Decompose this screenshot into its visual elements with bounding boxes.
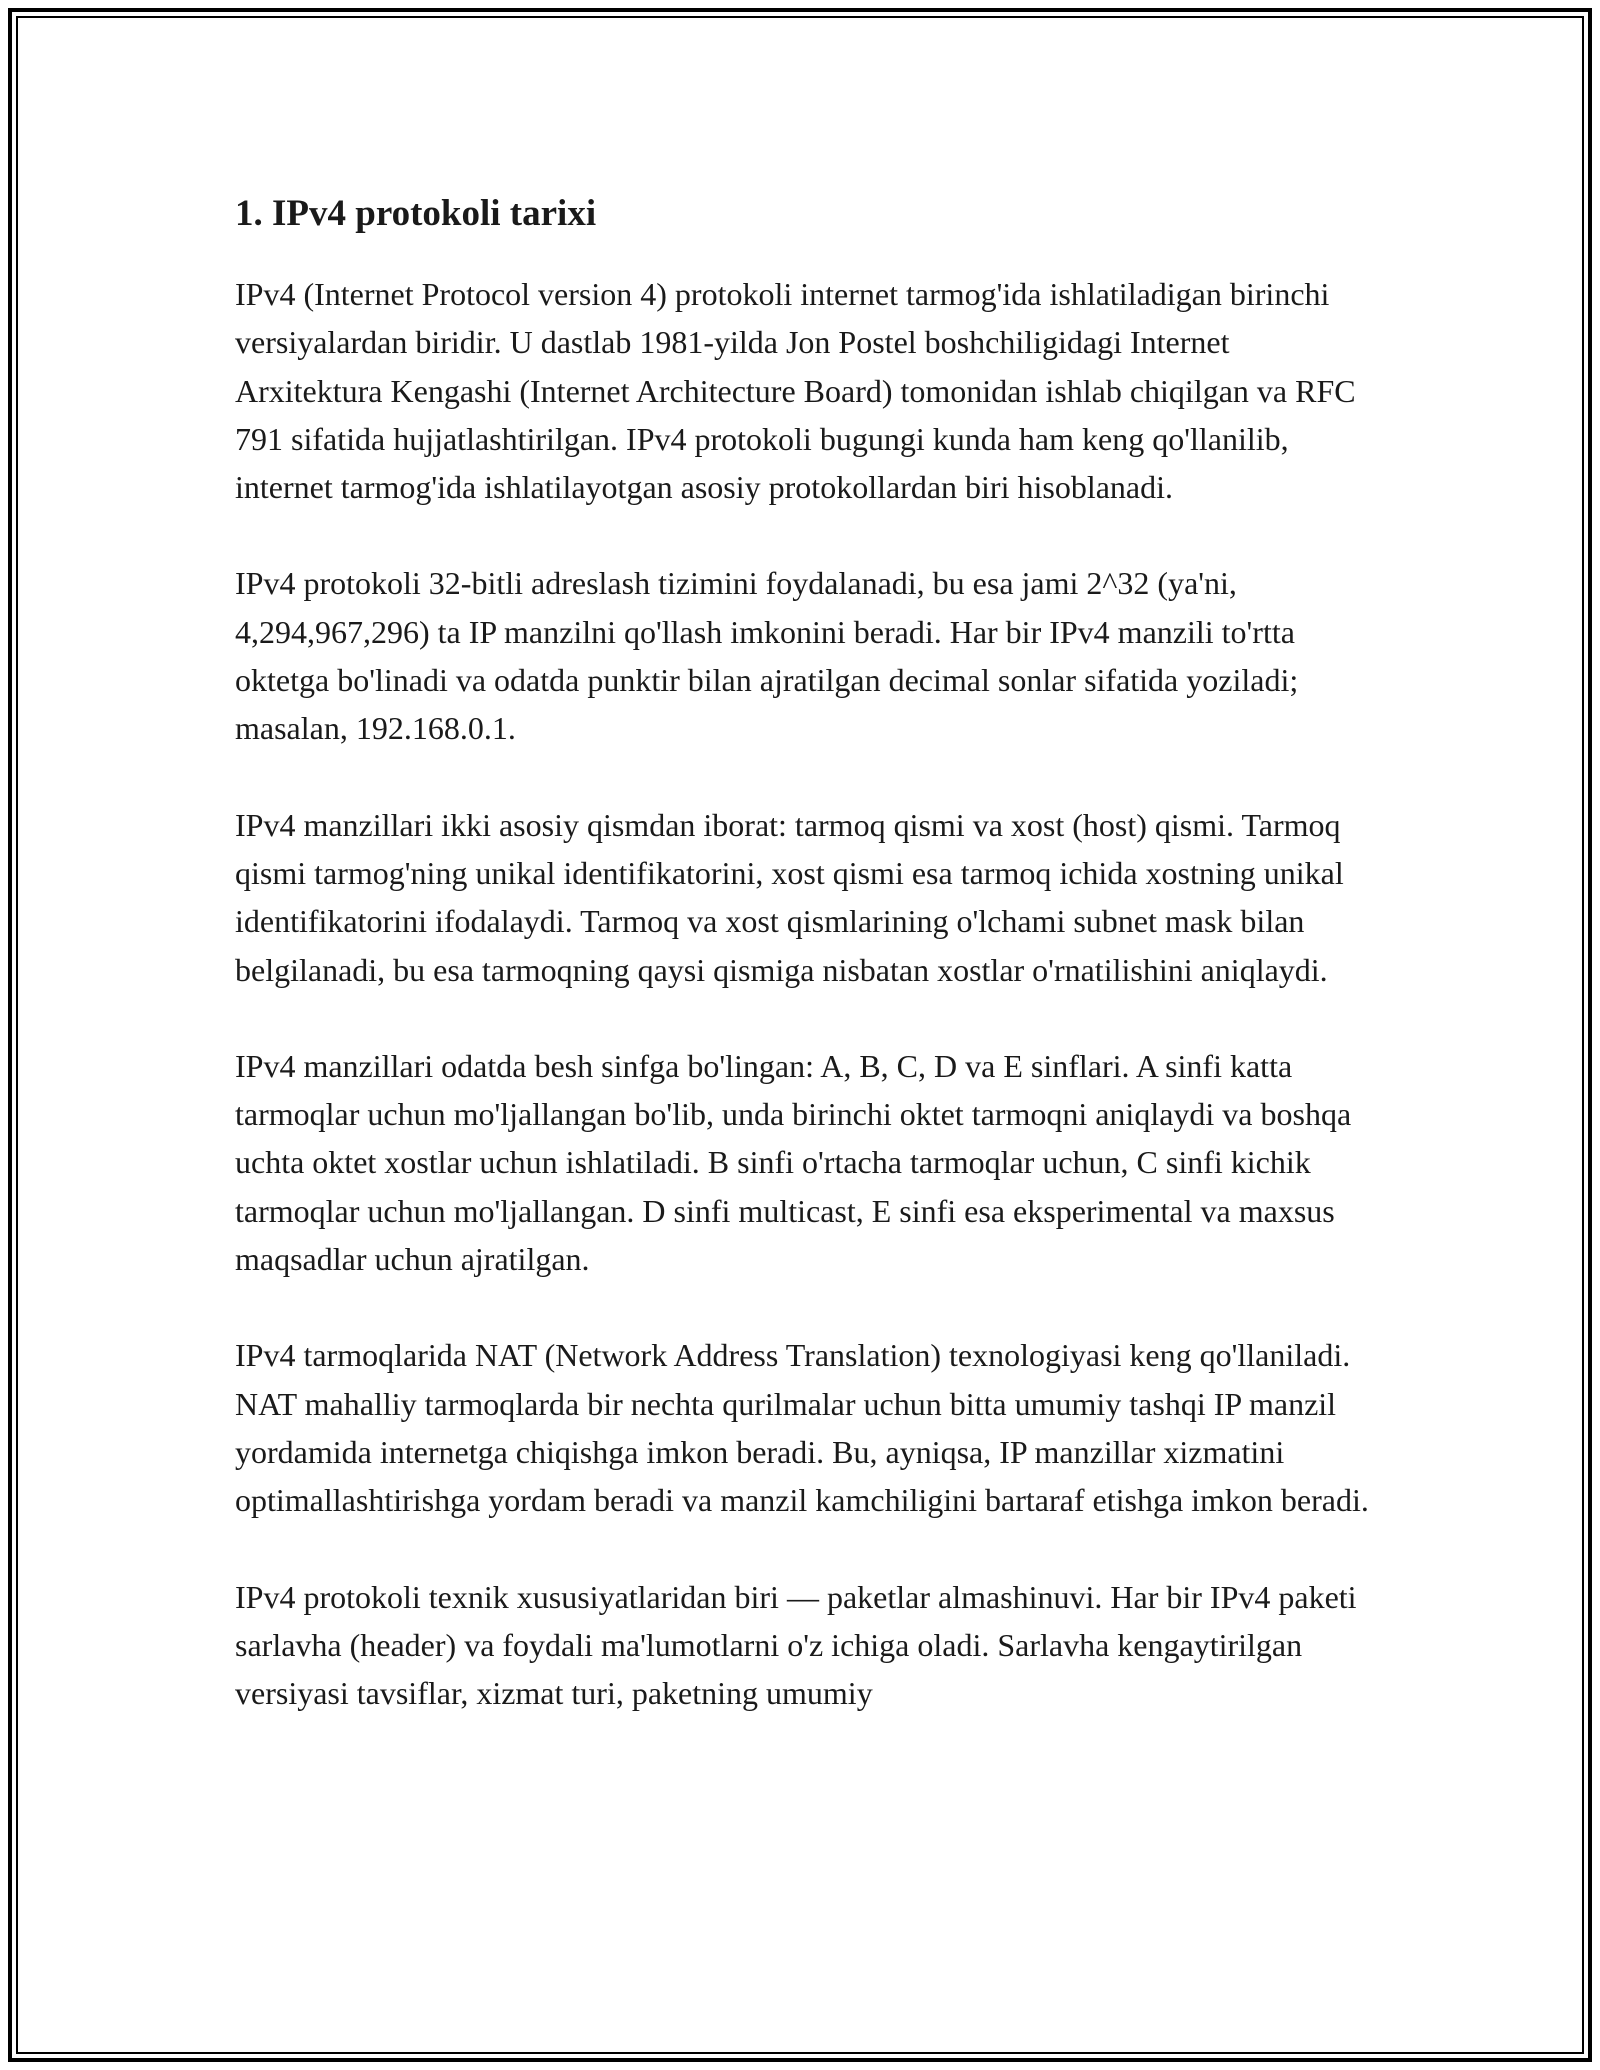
paragraph-address-parts: IPv4 manzillari ikki asosiy qismdan iborat: tarmoq qismi va xost (host) qismi. Tarmoq qismi tarmog'ning unikal identifikatorini, xost qismi esa tarmoq ichida xostning unikal identifikatorini ifodalaydi. Tarmoq va xost qismlarining o'lchami subnet mask bilan belgilanadi, bu esa tarmoqning qaysi qismiga nisbatan xostlar o'rnatilishini aniqlaydi. — [235, 806, 1344, 988]
paragraph-nat: IPv4 tarmoqlarida NAT (Network Address Translation) texnologiyasi keng qo'llaniladi. NAT mahalliy tarmoqlarda bir nechta qurilmalar uchun bitta umumiy tashqi IP manzil yordamida internetga chiqishga imkon beradi. Bu, ayniqsa, IP manzillar xizmatini optimallashtirishga yordam beradi va manzil kamchiligini bartaraf etishga imkon beradi. — [235, 1337, 1369, 1519]
paragraph-history: IPv4 (Internet Protocol version 4) protokoli internet tarmog'ida ishlatiladigan birinchi versiyalardan biridir. U dastlab 1981-yilda Jon Postel boshchiligidagi Internet Arxitektura Kengashi (Internet Architecture Board) tomonidan ishlab chiqilgan va RFC 791 sifatida hujjatlashtirilgan. IPv4 protokoli bugungi kunda ham keng qo'llanilib, internet tarmog'ida ishlatilayotgan asosiy protokollardan biri hisoblanadi. — [235, 276, 1356, 506]
document-body — [235, 188, 1375, 1765]
paragraph-addressing: IPv4 protokoli 32-bitli adreslash tizimini foydalanadi, bu esa jami 2^32 (ya'ni, 4,294,967,296) ta IP manzilni qo'llash imkonini beradi. Har bir IPv4 manzili to'rtta oktetga bo'linadi va odatda punktir bilan ajratilgan decimal sonlar sifatida yoziladi; masalan, 192.168.0.1. — [235, 565, 1299, 747]
section-heading: 1. IPv4 protokoli tarixi — [235, 193, 597, 234]
paragraph-packets: IPv4 protokoli texnik xususiyatlaridan biri — paketlar almashinuvi. Har bir IPv4 paketi sarlavha (header) va foydali ma'lumotlarni o'z ichiga oladi. Sarlavha kengaytirilgan versiyasi tavsiflar, xizmat turi, paketning umumiy — [235, 1578, 1357, 1712]
paragraph-address-classes: IPv4 manzillari odatda besh sinfga bo'lingan: A, B, C, D va E sinflari. A sinfi katta tarmoqlar uchun mo'ljallangan bo'lib, unda birinchi oktet tarmoqni aniqlaydi va boshqa uchta oktet xostlar uchun ishlatiladi. B sinfi o'rtacha tarmoqlar uchun, C sinfi kichik tarmoqlar uchun mo'ljallangan. D sinfi multicast, E sinfi esa eksperimental va maxsus maqsadlar uchun ajratilgan. — [235, 1047, 1352, 1278]
